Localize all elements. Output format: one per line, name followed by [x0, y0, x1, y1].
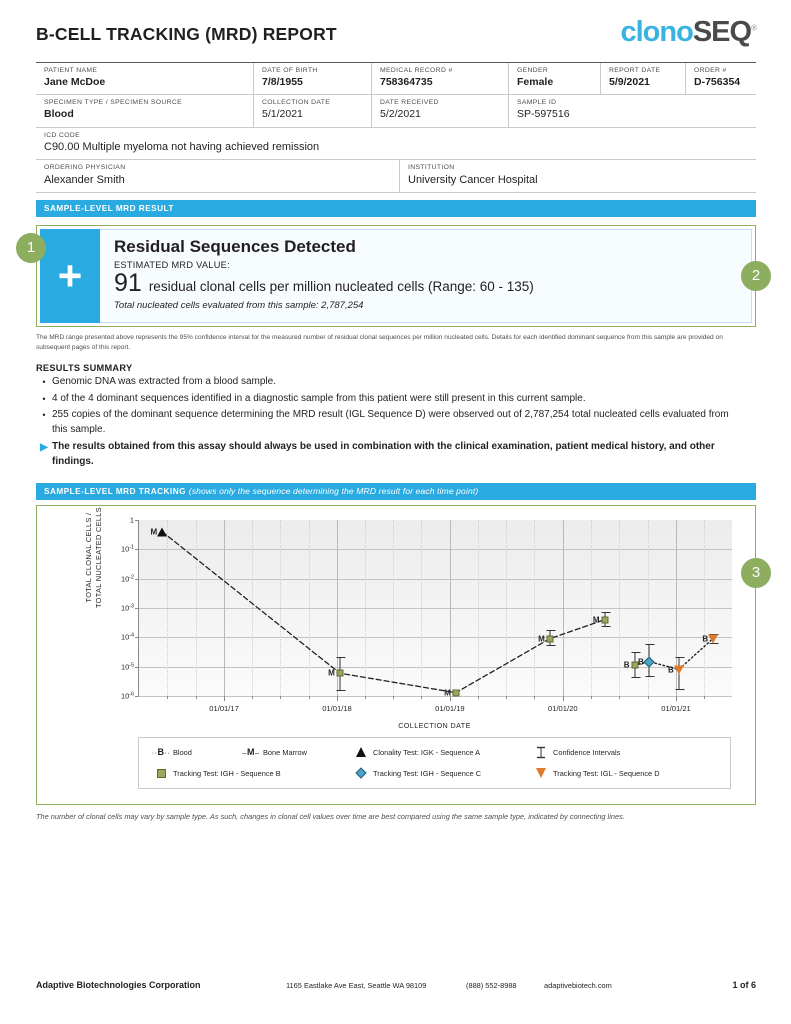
field-label: ORDER # [694, 67, 727, 74]
legend-item-label: Tracking Test: IGH - Sequence C [373, 768, 482, 778]
list-item [36, 392, 756, 407]
chart-gridline-horizontal [139, 549, 732, 550]
field-specimen-type [36, 95, 254, 126]
positive-result-indicator [40, 229, 100, 323]
field-patient-name [36, 63, 254, 94]
chart-gridline-horizontal [139, 637, 732, 638]
chart-gridline-minor [506, 520, 507, 696]
chart-gridline-minor [393, 520, 394, 696]
page-footer [36, 980, 756, 994]
chart-point-label: M [328, 668, 335, 678]
chart-y-tick-label: $10^{-3}$ [120, 603, 134, 613]
legend-item-label: Confidence Intervals [553, 747, 621, 757]
mrd-result-box [36, 225, 756, 327]
footer-website: adaptivebiotech.com [544, 981, 612, 990]
patient-info-table [36, 62, 756, 193]
chart-point-label: B [702, 634, 709, 644]
chart-point-label: B [638, 657, 644, 666]
field-medical-record [372, 63, 509, 94]
chart-y-tick-label: $10^{-6}$ [120, 691, 134, 701]
field-institution [400, 160, 756, 192]
legend-item-label: Blood [173, 747, 192, 757]
chart-x-tick-mark-minor [309, 696, 310, 699]
arrow-right-icon: ▶ [40, 442, 48, 453]
field-value: Female [517, 76, 554, 89]
legend-item [349, 746, 480, 758]
triangle-down-icon [529, 767, 553, 779]
report-header [36, 16, 756, 58]
chart-data-point [157, 527, 167, 536]
field-date-received [372, 95, 509, 126]
legend-item-label: Clonality Test: IGK - Sequence A [373, 747, 481, 757]
footer-company: Adaptive Biotechnologies Corporation [36, 980, 201, 990]
chart-x-tick-mark [676, 696, 677, 701]
results-summary-list [36, 375, 756, 471]
mrd-value-description: residual clonal cells per million nucleated cells (Range: 60 - 135) [148, 278, 534, 294]
chart-gridline-vertical [450, 520, 451, 696]
chart-plot-area [120, 515, 732, 713]
legend-item [529, 767, 660, 779]
mrd-value: 91 [114, 268, 142, 297]
bone-marrow-line-icon: –M– [242, 747, 260, 757]
field-label: DATE OF BIRTH [262, 67, 318, 74]
chart-x-tick-mark-minor [280, 696, 281, 699]
field-label: INSTITUTION [408, 164, 455, 172]
bullet-icon: • [42, 410, 46, 420]
chart-gridline-minor [280, 520, 281, 696]
page-title: B-CELL TRACKING (MRD) REPORT [36, 24, 337, 44]
result-heading: Residual Sequences Detected [114, 237, 356, 256]
chart-x-tick-mark-minor [365, 696, 366, 699]
chart-point-label: M [150, 527, 158, 537]
field-label: SPECIMEN TYPE / SPECIMEN SOURCE [44, 99, 183, 107]
callout-badge-2: 2 [741, 261, 771, 291]
chart-y-tick-mark [135, 637, 139, 638]
chart-gridline-horizontal [139, 667, 732, 668]
legend-item [349, 767, 481, 779]
chart-x-tick-label: 01/01/19 [435, 704, 465, 713]
chart-x-tick-mark-minor [591, 696, 592, 699]
chart-y-tick-mark [135, 579, 139, 580]
field-ordering-physician [36, 160, 400, 192]
callout-badge-3: 3 [741, 558, 771, 588]
chart-x-tick-mark-minor [252, 696, 253, 699]
chart-gridline-minor [196, 520, 197, 696]
list-item-text: 255 copies of the dominant sequence determining the MRD result (IGL Sequence D) were observed out of 2,787,254 total nucleated cells evaluated from this sample. [52, 409, 729, 435]
banner-title: SAMPLE-LEVEL MRD TRACKING [44, 487, 186, 496]
field-value: University Cancer Hospital [408, 173, 538, 186]
field-label: MEDICAL RECORD # [380, 67, 453, 74]
chart-x-tick-mark-minor [196, 696, 197, 699]
table-row [36, 95, 756, 127]
list-item [36, 375, 756, 390]
footer-address: 1165 Eastlake Ave East, Seattle WA 98109 [286, 981, 427, 990]
square-icon [149, 767, 173, 779]
legend-item-label: Tracking Test: IGL - Sequence D [553, 768, 660, 778]
legend-item [149, 767, 281, 779]
field-icd-code [36, 128, 756, 160]
chart-x-tick-mark [224, 696, 225, 701]
chart-x-tick-mark-minor [421, 696, 422, 699]
error-bar-icon [529, 746, 553, 758]
chart-gridline-horizontal [139, 696, 732, 697]
chart-point-label: M [592, 615, 600, 625]
diamond-icon [349, 767, 373, 779]
field-label: GENDER [517, 67, 549, 74]
bullet-icon: • [42, 393, 46, 404]
plus-icon: + [57, 252, 83, 299]
chart-point-label: M [538, 634, 545, 644]
chart-y-tick-label: $10^{-4}$ [120, 632, 134, 643]
mrd-range-fineprint: The MRD range presented above represents the 95% confidence interval for the measured number of residual clonal sequences per million nucleated cells. Details for each identified dominant sequence from this sample are provided on subsequent pages of this report. [36, 334, 723, 351]
chart-data-point [601, 616, 608, 623]
chart-gridline-minor [421, 520, 422, 696]
logo-text-clono: clono [620, 16, 693, 48]
table-row [36, 63, 756, 95]
field-order-number [686, 63, 756, 94]
chart-y-tick-label: $10^{-5}$ [120, 661, 134, 672]
results-summary-title: RESULTS SUMMARY [36, 363, 133, 373]
chart-x-tick-mark-minor [704, 696, 705, 699]
chart-gridline-minor [365, 520, 366, 696]
field-date-of-birth [254, 63, 372, 94]
field-value: Jane McDoe [44, 76, 106, 89]
chart-y-tick-mark [135, 608, 139, 609]
footer-phone: (888) 552-8988 [466, 981, 517, 990]
field-label: SAMPLE ID [517, 99, 557, 107]
field-value: 7/8/1955 [262, 76, 303, 89]
chart-gridline-minor [167, 520, 168, 696]
legend-item [529, 746, 620, 758]
legend-item-label: Tracking Test: IGH - Sequence B [173, 768, 281, 778]
chart-data-point [643, 656, 654, 667]
banner-mrd-tracking [36, 483, 756, 500]
chart-x-tick-mark [337, 696, 338, 701]
chart-gridline-minor [309, 520, 310, 696]
field-label: REPORT DATE [609, 67, 661, 74]
chart-data-point [674, 665, 684, 674]
registered-mark-icon: ® [751, 23, 756, 33]
field-value: 758364735 [380, 76, 433, 89]
chart-data-point [336, 670, 343, 677]
chart-gridline-vertical [563, 520, 564, 696]
chart-gridline-minor [534, 520, 535, 696]
chart-point-label: B [623, 660, 630, 670]
footer-page-number: 1 of 6 [732, 980, 756, 990]
field-collection-date [254, 95, 372, 126]
chart-gridline-minor [252, 520, 253, 696]
chart-gridline-minor [478, 520, 479, 696]
field-report-date [601, 63, 686, 94]
chart-y-axis-label: TOTAL CLONAL CELLS / TOTAL NUCLEATED CELLS [84, 507, 103, 608]
chart-y-tick-label: $10^{-2}$ [120, 573, 134, 584]
chart-y-tick-mark [135, 549, 139, 550]
chart-x-tick-mark-minor [619, 696, 620, 699]
chart-data-point [631, 662, 638, 669]
field-value: 5/1/2021 [262, 108, 303, 121]
field-value: D-756354 [694, 76, 741, 89]
field-value: 5/2/2021 [380, 108, 421, 121]
chart-gridline-vertical [224, 520, 225, 696]
chart-y-tick-mark [135, 696, 139, 697]
chart-x-tick-mark [563, 696, 564, 701]
field-sample-id [509, 95, 756, 126]
field-label: PATIENT NAME [44, 67, 98, 74]
mrd-tracking-chart [36, 505, 756, 805]
field-label: ORDERING PHYSICIAN [44, 164, 126, 172]
chart-gridline-minor [704, 520, 705, 696]
chart-x-tick-mark-minor [478, 696, 479, 699]
chart-point-label: B [668, 665, 674, 674]
list-item [36, 408, 756, 437]
banner-note: (shows only the sequence determining the MRD result for each time point) [188, 486, 479, 496]
chart-footnote: The number of clonal cells may vary by sample type. As such, changes in clonal cell values over time are best compared using the same sample type, indicated by connecting lines. [36, 812, 625, 821]
chart-gridline-minor [619, 520, 620, 696]
chart-x-tick-mark-minor [534, 696, 535, 699]
chart-x-axis-label: COLLECTION DATE [398, 721, 471, 730]
table-row [36, 128, 756, 161]
logo-text-seq: SEQ [692, 16, 752, 48]
legend-item [149, 746, 192, 758]
chart-gridline-horizontal [139, 579, 732, 580]
chart-data-point [546, 635, 553, 642]
field-label: DATE RECEIVED [380, 99, 439, 107]
legend-item [239, 746, 307, 758]
field-value: C90.00 Multiple myeloma not having achieved remission [44, 140, 320, 153]
field-label: ICD CODE [44, 131, 81, 139]
table-row [36, 160, 756, 192]
chart-gridline-minor [591, 520, 592, 696]
list-item-text: 4 of the 4 dominant sequences identified in a diagnostic sample from this patient were still present in this current sample. [52, 392, 586, 404]
list-item-text: The results obtained from this assay should always be used in combination with the clinical examination, patient medical history, and other findings. [52, 441, 715, 467]
chart-y-tick-label: $10^{-1}$ [120, 544, 134, 555]
blood-line-icon: ··B·· [151, 747, 171, 757]
chart-data-point [708, 634, 718, 643]
estimated-mrd-label: ESTIMATED MRD VALUE: [114, 259, 230, 270]
chart-legend [138, 737, 731, 789]
banner-mrd-result: SAMPLE-LEVEL MRD RESULT [36, 200, 756, 217]
chart-x-tick-mark-minor [167, 696, 168, 699]
field-value: Alexander Smith [44, 173, 125, 186]
chart-data-point [452, 689, 459, 696]
chart-y-tick-mark [135, 520, 139, 521]
bullet-icon: • [42, 377, 46, 387]
chart-x-tick-label: 01/01/20 [548, 704, 578, 713]
legend-item-label: Bone Marrow [263, 747, 307, 757]
chart-x-tick-mark-minor [648, 696, 649, 699]
field-label: COLLECTION DATE [262, 99, 331, 107]
field-value: SP-597516 [517, 108, 570, 121]
chart-y-tick-mark [135, 667, 139, 668]
list-item-highlight [36, 440, 756, 469]
total-nucleated-cells: Total nucleated cells evaluated from this sample: 2,787,254 [114, 299, 364, 311]
field-value: Blood [44, 108, 74, 121]
chart-x-tick-mark-minor [393, 696, 394, 699]
chart-y-tick-label: 1 [129, 515, 134, 525]
callout-badge-1: 1 [16, 233, 46, 263]
triangle-up-icon [349, 746, 373, 758]
chart-x-tick-mark-minor [506, 696, 507, 699]
field-value: 5/9/2021 [609, 76, 650, 89]
chart-x-tick-label: 01/01/17 [209, 704, 239, 713]
field-gender [509, 63, 601, 94]
chart-gridline-horizontal [139, 608, 732, 609]
chart-x-tick-label: 01/01/21 [661, 704, 691, 713]
list-item-text: Genomic DNA was extracted from a blood sample. [52, 376, 276, 387]
clonoseq-logo [621, 18, 757, 47]
chart-x-tick-label: 01/01/18 [322, 704, 352, 713]
chart-point-label: M [444, 688, 451, 698]
